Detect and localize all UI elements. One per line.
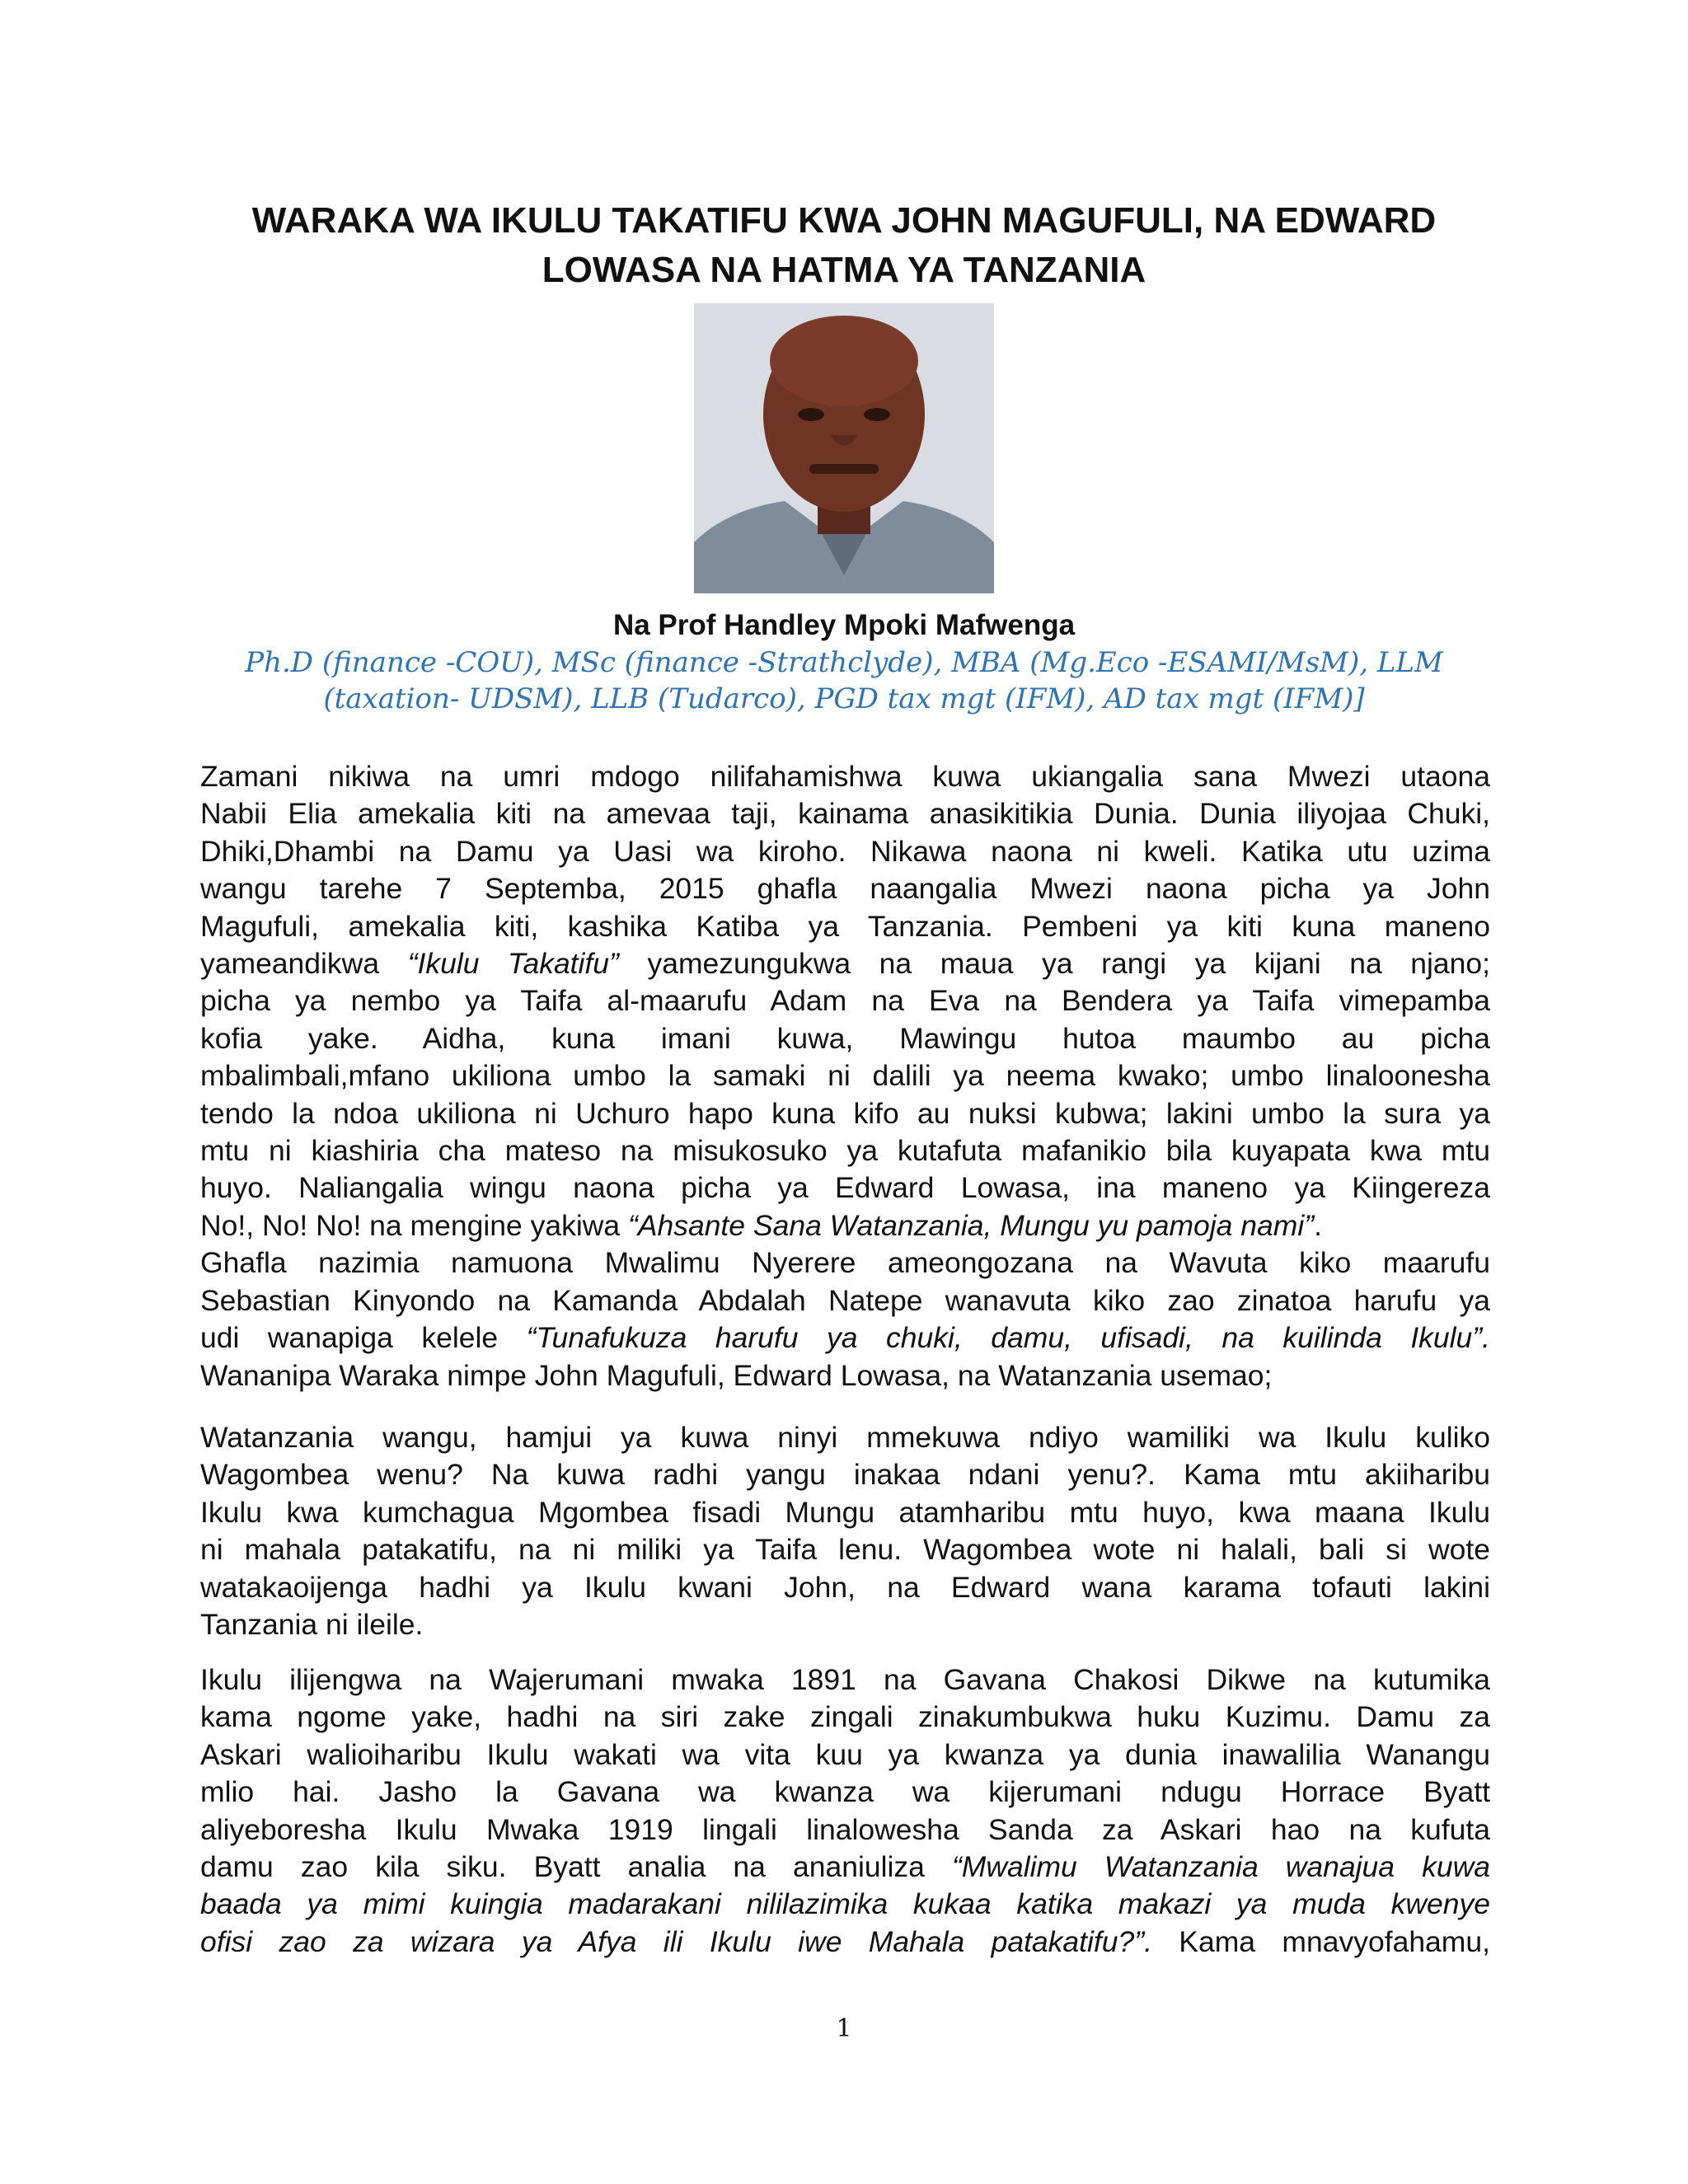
paragraph-line: Ghafla nazimia namuona Mwalimu Nyerere ameongozana na Wavuta kiko maarufu [200, 1246, 1490, 1280]
paragraph-line: Nabii Elia amekalia kiti na amevaa taji, kainama anasikitikia Dunia. Dunia iliyojaa Chuki, [200, 797, 1490, 831]
paragraph-line: mlio hai. Jasho la Gavana wa kwanza wa kijerumani ndugu Horrace Byatt [200, 1775, 1490, 1809]
paragraph-line [200, 1924, 1490, 1961]
paragraph-line: ni mahala patakatifu, na ni miliki ya Taifa lenu. Wagombea wote ni halali, bali si wote [200, 1533, 1490, 1567]
paragraph-line: mbalimbali,mfano ukiliona umbo la samaki ni dalili ya neema kwako; umbo linaloonesha [200, 1059, 1490, 1093]
paragraph-line: Sebastian Kinyondo na Kamanda Abdalah Natepe wanavuta kiko zao zinatoa harufu ya [200, 1283, 1490, 1317]
quote-ikulu-takatifu: “Ikulu Takatifu” [407, 947, 619, 981]
text-run: damu zao kila siku. Byatt analia na ananiuliza [200, 1850, 952, 1884]
author-credentials [181, 644, 1507, 717]
credentials-line-2: (taxation- UDSM), LLB (Tudarco), PGD tax mgt (IFM), AD tax mgt (IFM)] [323, 682, 1365, 715]
paragraph-line: Ikulu ilijengwa na Wajerumani mwaka 1891 na Gavana Chakosi Dikwe na kutumika [200, 1663, 1490, 1696]
paragraph-line: Dhiki,Dhambi na Damu ya Uasi wa kiroho. Nikawa naona ni kweli. Katika utu uzima [200, 834, 1490, 868]
paragraph-line [200, 1886, 1490, 1923]
text-run: No!, No! No! na mengine yakiwa [200, 1208, 628, 1242]
paragraph-line [200, 945, 1490, 982]
document-title [181, 196, 1507, 295]
paragraph-line: Ikulu kwa kumchagua Mgombea fisadi Mungu atamharibu mtu huyo, kwa maana Ikulu [200, 1495, 1490, 1529]
author-photo [694, 303, 994, 593]
paragraph-line: Watanzania wangu, hamjui ya kuwa ninyi mmekuwa ndiyo wamiliki wa Ikulu kuliko [200, 1421, 1490, 1454]
text-run: yameandikwa [200, 947, 408, 981]
author-name: Na Prof Handley Mpoki Mafwenga [612, 609, 1076, 641]
title-line-1: WARAKA WA IKULU TAKATIFU KWA JOHN MAGUFULI, NA EDWARD [251, 200, 1437, 241]
paragraph-line: Askari walioiharibu Ikulu wakati wa vita kuu ya kwanza ya dunia inawalilia Wanangu [200, 1737, 1490, 1771]
paragraph-line [200, 1319, 1490, 1357]
paragraph-line: Zamani nikiwa na umri mdogo nilifahamishwa kuwa ukiangalia sana Mwezi utaona [200, 760, 1490, 793]
text-run: . [1314, 1208, 1322, 1242]
paragraph-1 [200, 758, 1490, 1394]
paragraph-line: Wananipa Waraka nimpe John Magufuli, Edward Lowasa, na Watanzania usemao; [200, 1358, 1273, 1392]
quote-ahsante: “Ahsante Sana Watanzania, Mungu yu pamoja nami” [627, 1208, 1315, 1242]
paragraph-line: watakaoijenga hadhi ya Ikulu kwani John, na Edward wana karama tofauti lakini [200, 1570, 1490, 1604]
paragraph-line [200, 1207, 1490, 1244]
paragraph-line: kofia yake. Aidha, kuna imani kuwa, Mawingu hutoa maumbo au picha [200, 1021, 1490, 1055]
paragraph-line: kama ngome yake, hadhi na siri zake zingali zinakumbukwa huku Kuzimu. Damu za [200, 1700, 1490, 1734]
paragraph-line: huyo. Naliangalia wingu naona picha ya Edward Lowasa, ina maneno ya Kiingereza [200, 1171, 1490, 1205]
paragraph-3 [200, 1661, 1490, 1961]
paragraph-line: wangu tarehe 7 Septemba, 2015 ghafla naangalia Mwezi naona picha ya John [200, 872, 1490, 906]
paragraph-line: mtu ni kiashiria cha mateso na misukosuko ya kutafuta mafanikio bila kuyapata kwa mtu [200, 1134, 1490, 1168]
quote-byatt-end: ofisi zao za wizara ya Afya ili Ikulu iwe Mahala patakatifu?”. [200, 1924, 1152, 1958]
quote-byatt: “Mwalimu Watanzania wanajua kuwa [951, 1850, 1490, 1884]
title-line-2: LOWASA NA HATMA YA TANZANIA [542, 250, 1146, 290]
text-run: udi wanapiga kelele [200, 1321, 527, 1355]
paragraph-line: Magufuli, amekalia kiti, kashika Katiba ya Tanzania. Pembeni ya kiti kuna maneno [200, 909, 1490, 943]
paragraph-2 [200, 1419, 1490, 1643]
quote-byatt-cont: baada ya mimi kuingia madarakani nililazimika kukaa katika makazi ya muda kwenye [200, 1887, 1490, 1921]
paragraph-line: aliyeboresha Ikulu Mwaka 1919 lingali linalowesha Sanda za Askari hao na kufuta [200, 1812, 1490, 1846]
text-run: Kama mnavyofahamu, [1151, 1924, 1490, 1958]
paragraph-line: Wagombea wenu? Na kuwa radhi yangu inakaa ndani yenu?. Kama mtu akiiharibu [200, 1458, 1490, 1492]
quote-tunafukuza: “Tunafukuza harufu ya chuki, damu, ufisadi, na kuilinda Ikulu”. [526, 1321, 1490, 1355]
paragraph-line [200, 1849, 1490, 1886]
page-number: 1 [836, 2014, 852, 2043]
credentials-line-1: Ph.D (finance -COU), MSc (finance -Strathclyde), MBA (Mg.Eco -ESAMI/MsM), LLM [245, 646, 1443, 679]
paragraph-line: tendo la ndoa ukiliona ni Uchuro hapo kuna kifo au nuksi kubwa; lakini umbo la sura ya [200, 1096, 1490, 1130]
paragraph-line: Tanzania ni ileile. [200, 1608, 424, 1642]
text-run: yamezungukwa na maua ya rangi ya kijani na njano; [618, 947, 1491, 981]
paragraph-line: picha ya nembo ya Taifa al-maarufu Adam na Eva na Bendera ya Taifa vimepamba [200, 984, 1490, 1018]
